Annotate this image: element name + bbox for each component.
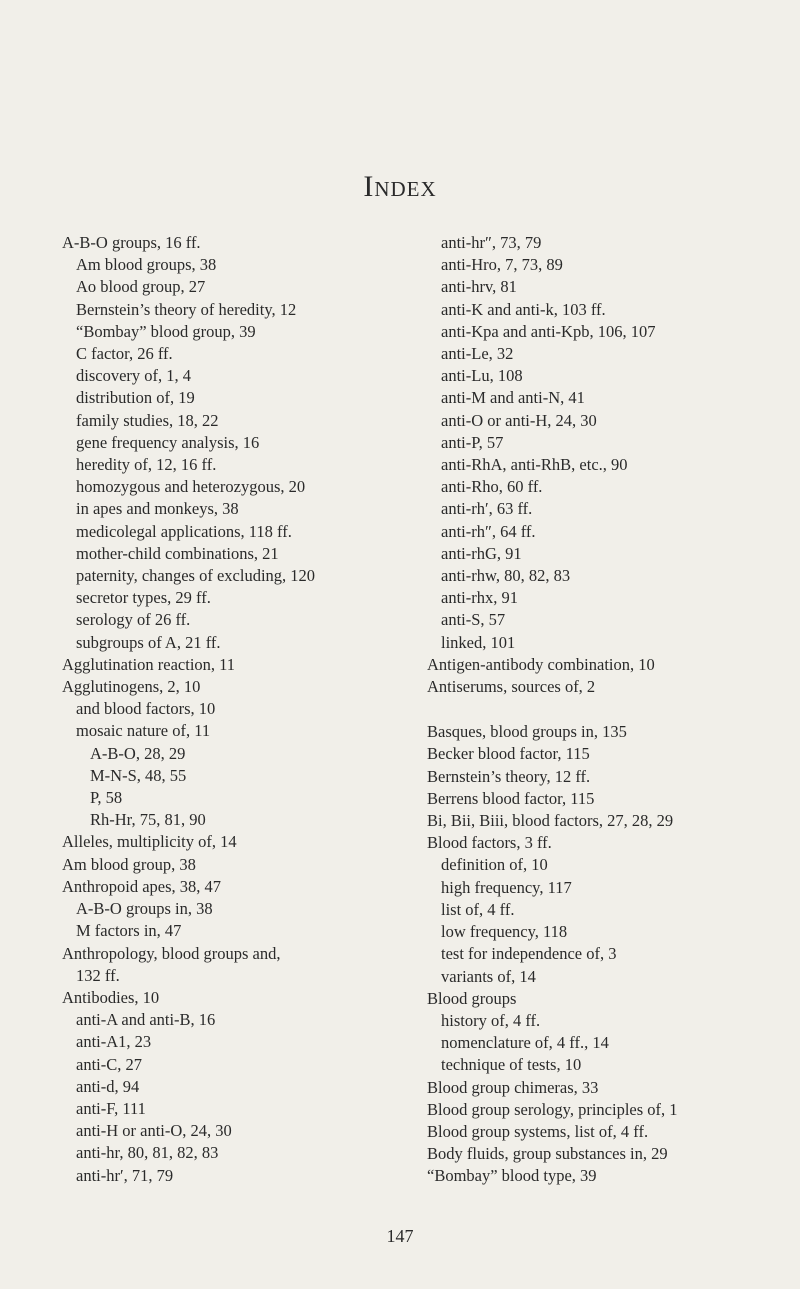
index-subentry: anti-d, 94 bbox=[76, 1076, 140, 1096]
index-subentry: in apes and monkeys, 38 bbox=[76, 499, 239, 519]
index-subentry: serology of 26 ff. bbox=[76, 610, 191, 630]
index-subentry: linked, 101 bbox=[441, 632, 516, 652]
index-subentry: anti-hr, 80, 81, 82, 83 bbox=[76, 1143, 219, 1163]
index-entry: Basques, blood groups in, 135 bbox=[427, 722, 627, 742]
index-subentry: history of, 4 ff. bbox=[441, 1010, 541, 1030]
index-entry: Blood group systems, list of, 4 ff. bbox=[427, 1121, 649, 1141]
index-entry: “Bombay” blood type, 39 bbox=[427, 1166, 597, 1186]
index-entry: Anthropoid apes, 38, 47 bbox=[62, 876, 222, 896]
index-subentry: A-B-O, 28, 29 bbox=[90, 743, 186, 763]
index-subentry: medicolegal applications, 118 ff. bbox=[76, 521, 292, 541]
index-entry: Am blood group, 38 bbox=[62, 854, 196, 874]
index-subentry: test for independence of, 3 bbox=[441, 944, 617, 964]
index-entry: Bernstein’s theory, 12 ff. bbox=[427, 766, 591, 786]
index-subentry: subgroups of A, 21 ff. bbox=[76, 632, 221, 652]
index-subentry: anti-S, 57 bbox=[441, 610, 506, 630]
index-subentry: anti-rhw, 80, 82, 83 bbox=[441, 566, 571, 586]
index-subentry: secretor types, 29 ff. bbox=[76, 588, 211, 608]
index-subentry: anti-K and anti-k, 103 ff. bbox=[441, 299, 606, 319]
index-subentry: distribution of, 19 bbox=[76, 388, 195, 408]
index-entry: Bi, Bii, Biii, blood factors, 27, 28, 29 bbox=[427, 811, 674, 831]
index-entry: Alleles, multiplicity of, 14 bbox=[62, 832, 237, 852]
index-subentry: gene frequency analysis, 16 bbox=[76, 432, 260, 452]
index-subentry: anti-hr′, 71, 79 bbox=[76, 1165, 174, 1185]
index-subentry: anti-RhA, anti-RhB, etc., 90 bbox=[441, 455, 628, 475]
index-subentry: and blood factors, 10 bbox=[76, 699, 216, 719]
page-title: Index bbox=[363, 170, 437, 203]
index-entry: Blood factors, 3 ff. bbox=[427, 833, 552, 853]
index-right-column bbox=[427, 232, 772, 1188]
index-subentry: anti-Rho, 60 ff. bbox=[441, 477, 543, 497]
index-subentry: anti-rhx, 91 bbox=[441, 588, 518, 608]
index-subentry: M-N-S, 48, 55 bbox=[90, 765, 187, 785]
index-subentry: anti-hr″, 73, 79 bbox=[441, 233, 542, 252]
index-subentry: Rh-Hr, 75, 81, 90 bbox=[90, 810, 206, 830]
index-subentry: M factors in, 47 bbox=[76, 921, 182, 941]
index-subentry: Bernstein’s theory of heredity, 12 bbox=[76, 299, 297, 319]
index-entry: Agglutination reaction, 11 bbox=[62, 654, 236, 674]
index-entry: Becker blood factor, 115 bbox=[427, 744, 590, 764]
index-subentry: anti-Lu, 108 bbox=[441, 366, 523, 386]
index-subentry: P, 58 bbox=[90, 788, 123, 808]
index-subentry: heredity of, 12, 16 ff. bbox=[76, 455, 217, 475]
index-entry: Anthropology, blood groups and, bbox=[62, 943, 281, 963]
index-left-column bbox=[62, 232, 407, 1187]
index-subentry: mosaic nature of, 11 bbox=[76, 721, 211, 741]
index-entry: Antiserums, sources of, 2 bbox=[427, 677, 596, 697]
index-subentry: anti-Hro, 7, 73, 89 bbox=[441, 255, 563, 275]
index-subentry: anti-M and anti-N, 41 bbox=[441, 388, 585, 408]
index-subentry: discovery of, 1, 4 bbox=[76, 366, 192, 386]
index-subentry: anti-P, 57 bbox=[441, 432, 504, 452]
index-subentry: anti-F, 111 bbox=[76, 1098, 146, 1118]
index-entry: Berrens blood factor, 115 bbox=[427, 788, 595, 808]
index-section-gap bbox=[427, 698, 772, 721]
index-subentry: variants of, 14 bbox=[441, 966, 536, 986]
index-subentry: definition of, 10 bbox=[441, 855, 548, 875]
index-subentry: low frequency, 118 bbox=[441, 922, 568, 942]
index-subentry: A-B-O groups in, 38 bbox=[76, 899, 213, 919]
index-entry: Blood group serology, principles of, 1 bbox=[427, 1099, 678, 1119]
index-subentry: high frequency, 117 bbox=[441, 877, 572, 897]
index-subentry: anti-rh′, 63 ff. bbox=[441, 499, 533, 519]
page-number: 147 bbox=[386, 1226, 414, 1246]
index-entry: Agglutinogens, 2, 10 bbox=[62, 677, 201, 697]
index-entry: Body fluids, group substances in, 29 bbox=[427, 1144, 668, 1164]
index-entry: Blood group chimeras, 33 bbox=[427, 1077, 599, 1097]
index-subentry: technique of tests, 10 bbox=[441, 1055, 582, 1075]
index-subentry: anti-rhG, 91 bbox=[441, 543, 522, 563]
index-entry: Antibodies, 10 bbox=[62, 987, 160, 1007]
index-entry: Blood groups bbox=[427, 988, 517, 1008]
index-subentry: anti-O or anti-H, 24, 30 bbox=[441, 410, 597, 430]
index-subentry: anti-H or anti-O, 24, 30 bbox=[76, 1121, 232, 1141]
index-subentry: anti-Kpa and anti-Kpb, 106, 107 bbox=[441, 321, 656, 341]
index-subentry: “Bombay” blood group, 39 bbox=[76, 321, 256, 341]
index-entry: A-B-O groups, 16 ff. bbox=[62, 233, 201, 252]
index-subentry: list of, 4 ff. bbox=[441, 899, 515, 919]
index-subentry: anti-A and anti-B, 16 bbox=[76, 1010, 216, 1030]
index-subentry: C factor, 26 ff. bbox=[76, 344, 173, 364]
index-subentry: nomenclature of, 4 ff., 14 bbox=[441, 1033, 609, 1053]
index-subentry: 132 ff. bbox=[76, 965, 120, 985]
index-subentry: anti-A1, 23 bbox=[76, 1032, 152, 1052]
index-subentry: homozygous and heterozygous, 20 bbox=[76, 477, 306, 497]
index-subentry: anti-Le, 32 bbox=[441, 344, 514, 364]
index-subentry: anti-hrv, 81 bbox=[441, 277, 517, 297]
index-subentry: mother-child combinations, 21 bbox=[76, 543, 279, 563]
index-subentry: Ao blood group, 27 bbox=[76, 277, 206, 297]
index-subentry: family studies, 18, 22 bbox=[76, 410, 219, 430]
index-subentry: paternity, changes of excluding, 120 bbox=[76, 566, 316, 586]
index-subentry: Am blood groups, 38 bbox=[76, 255, 217, 275]
index-subentry: anti-C, 27 bbox=[76, 1054, 142, 1074]
index-subentry: anti-rh″, 64 ff. bbox=[441, 521, 536, 541]
index-entry: Antigen-antibody combination, 10 bbox=[427, 654, 655, 674]
